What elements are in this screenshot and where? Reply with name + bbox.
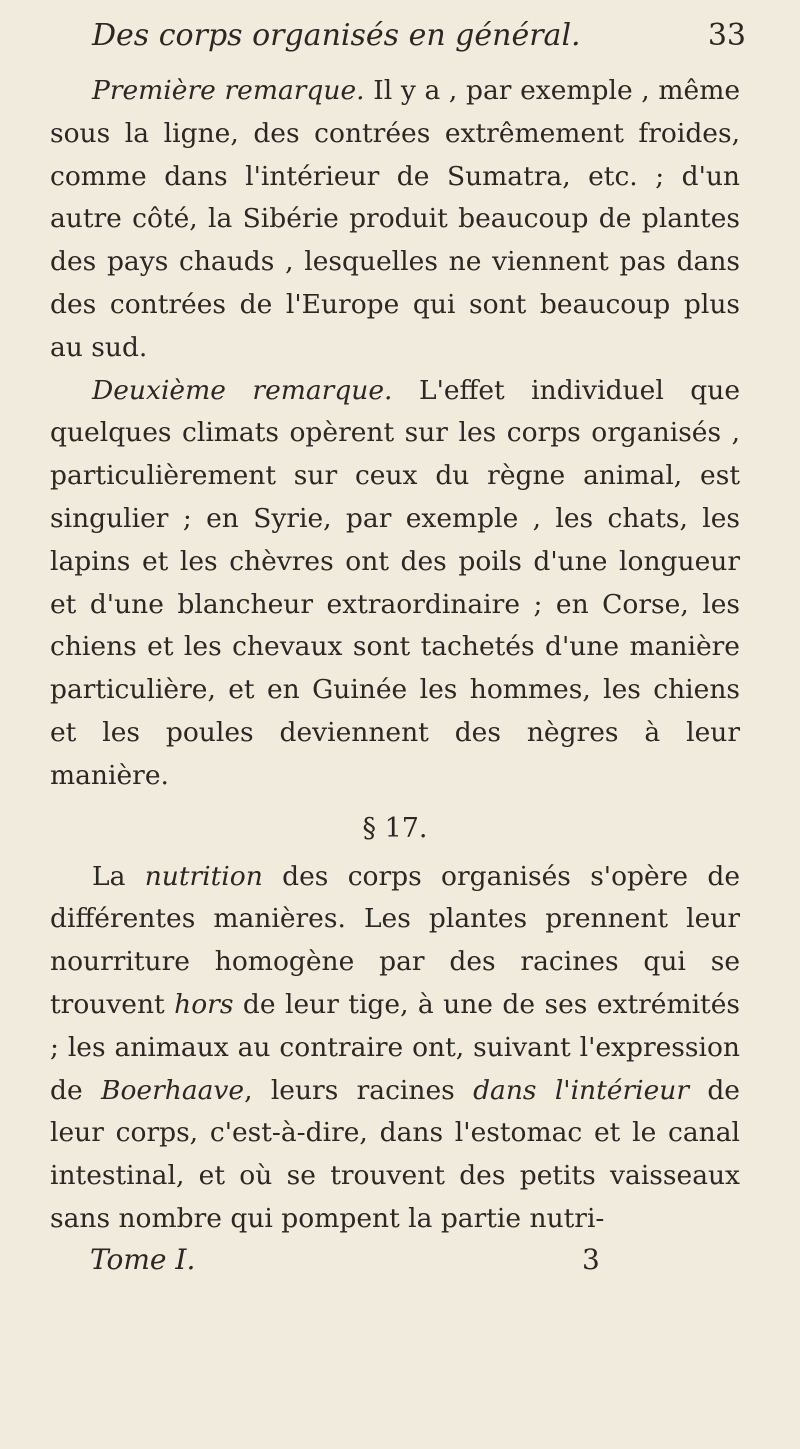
first-remark-label: Première remarque. [92, 75, 365, 106]
boerhaave-name: Boerhaave [100, 1074, 245, 1106]
nutrition-term: nutrition [144, 860, 263, 892]
body-text [50, 70, 740, 1241]
nutrition-text-2: des corps organisés s'opère de différentes manières. Les plantes prennent leur nourriture homogène par des racines qui se trouvent [50, 860, 740, 1020]
book-page [50, 14, 746, 1285]
paragraph-nutrition [50, 856, 740, 1241]
nutrition-text-5: de leur corps, c'est-à-dire, dans l'estomac et le canal intestinal, et où se trouvent des petits vaisseaux sans nombre qui pompent la partie nutri- [50, 1074, 740, 1234]
volume-label: Tome I. [90, 1242, 196, 1276]
nutrition-text-1: La [92, 860, 145, 892]
nutrition-text-3: de leur tige, à une de ses extrémités ; les animaux au contraire ont, suivant l'expression de [50, 988, 740, 1106]
paragraph-first-remark [50, 70, 740, 370]
section-heading: § 17. [362, 812, 428, 844]
page-number: 33 [707, 18, 746, 53]
nutrition-text-4: , leurs racines [244, 1074, 474, 1106]
second-remark-text: L'effet individuel que quelques climats opèrent sur les corps organisés , particulièrement sur ceux du règne animal, est singulier ; en Syrie, par exemple , les chats, les lapins et les chèvres ont des poils d'une longueur et d'une blancheur extraordinaire ; en Corse, les chiens et les chevaux sont tachetés d'une manière particulière, et en Guinée les hommes, les chiens et les poules deviennent des nègres à leur manière. [50, 374, 740, 791]
hors-term: hors [174, 988, 234, 1020]
first-remark-text: Il y a , par exemple , même sous la ligne, des contrées extrêmement froides, comme dans l'intérieur de Sumatra, etc. ; d'un autre côté, la Sibérie produit beaucoup de plantes des pays chauds , lesquelles ne viennent pas dans des contrées de l'Europe qui sont beaucoup plus au sud. [50, 75, 740, 363]
dans-interieur-term: dans l'intérieur [473, 1074, 690, 1106]
signature-mark: 3 [582, 1242, 600, 1276]
paragraph-second-remark [50, 370, 740, 798]
page-footer [50, 1241, 740, 1285]
second-remark-label: Deuxième remarque. [92, 374, 393, 406]
running-header [50, 14, 746, 70]
running-title: Des corps organisés en général. [92, 18, 581, 53]
